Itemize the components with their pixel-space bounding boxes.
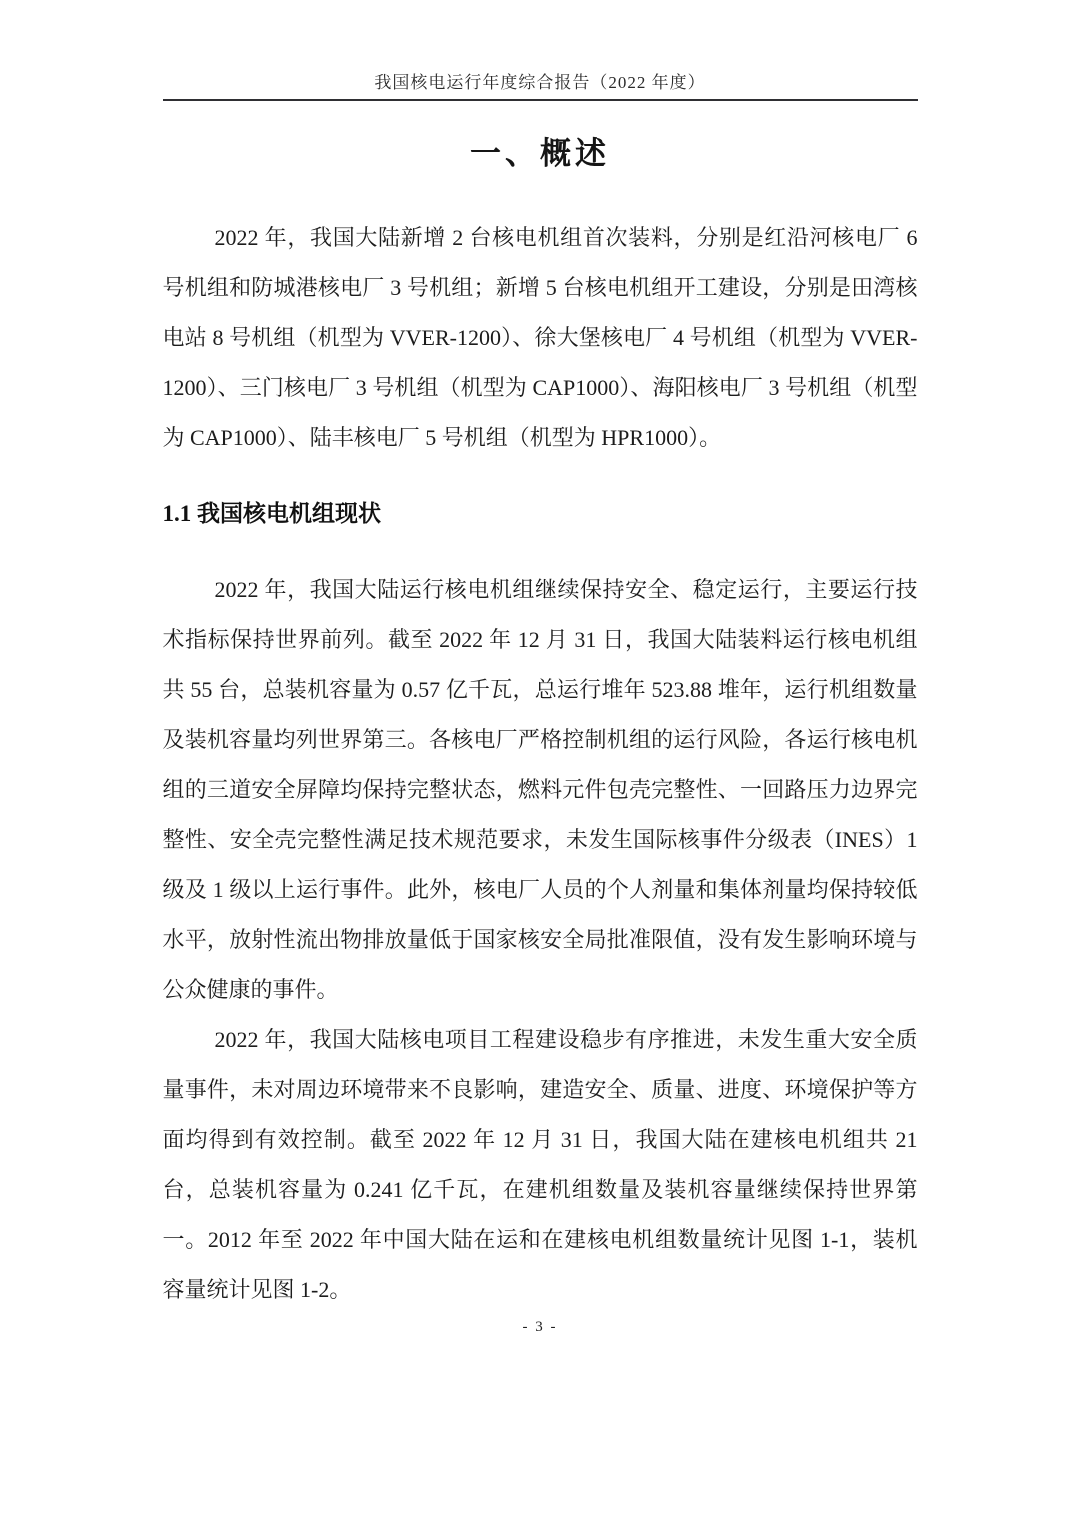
body-text	[163, 213, 918, 1315]
chapter-title: 一、概述	[470, 136, 610, 171]
paragraph-under-construction: 2022 年，我国大陆核电项目工程建设稳步有序推进，未发生重大安全质量事件，未对周边环境带来不良影响，建造安全、质量、进度、环境保护等方面均得到有效控制。截至 2022 年 12 月 31 日，我国大陆在建核电机组共 21 台，总装机容量为 0.241 亿千瓦，在建机组数量及装机容量继续保持世界第一。2012 年至 2022 年中国大陆在运和在建核电机组数量统计见图 1-1，装机容量统计见图 1-2。	[162, 1027, 918, 1302]
header-rule	[163, 99, 918, 101]
paragraph-operating-units: 2022 年，我国大陆运行核电机组继续保持安全、稳定运行，主要运行技术指标保持世界前列。截至 2022 年 12 月 31 日，我国大陆装料运行核电机组共 55 台，总装机容量为 0.57 亿千瓦，总运行堆年 523.88 堆年，运行机组数量及装机容量均列世界第三。各核电厂严格控制机组的运行风险，各运行核电机组的三道安全屏障均保持完整状态，燃料元件包壳完整性、一回路压力边界完整性、安全壳完整性满足技术规范要求，未发生国际核事件分级表（INES）1 级及 1 级以上运行事件。此外，核电厂人员的个人剂量和集体剂量均保持较低水平，放射性流出物排放量低于国家核安全局批准限值，没有发生影响环境与公众健康的事件。	[162, 577, 918, 1002]
page-number: - 3 -	[522, 1319, 558, 1335]
running-header-title: 我国核电运行年度综合报告（2022 年度）	[374, 73, 706, 92]
section-heading-1-1: 1.1 我国核电机组现状	[162, 501, 381, 526]
paragraph-new-units: 2022 年，我国大陆新增 2 台核电机组首次装料，分别是红沿河核电厂 6 号机组和防城港核电厂 3 号机组；新增 5 台核电机组开工建设，分别是田湾核电站 8 号机组（机型为 VVER-1200）、徐大堡核电厂 4 号机组（机型为 VVER-1200）、三门核电厂 3 号机组（机型为 CAP1000）、海阳核电厂 3 号机组（机型为 CAP1000）、陆丰核电厂 5 号机组（机型为 HPR1000）。	[162, 225, 918, 450]
running-header	[163, 0, 918, 101]
